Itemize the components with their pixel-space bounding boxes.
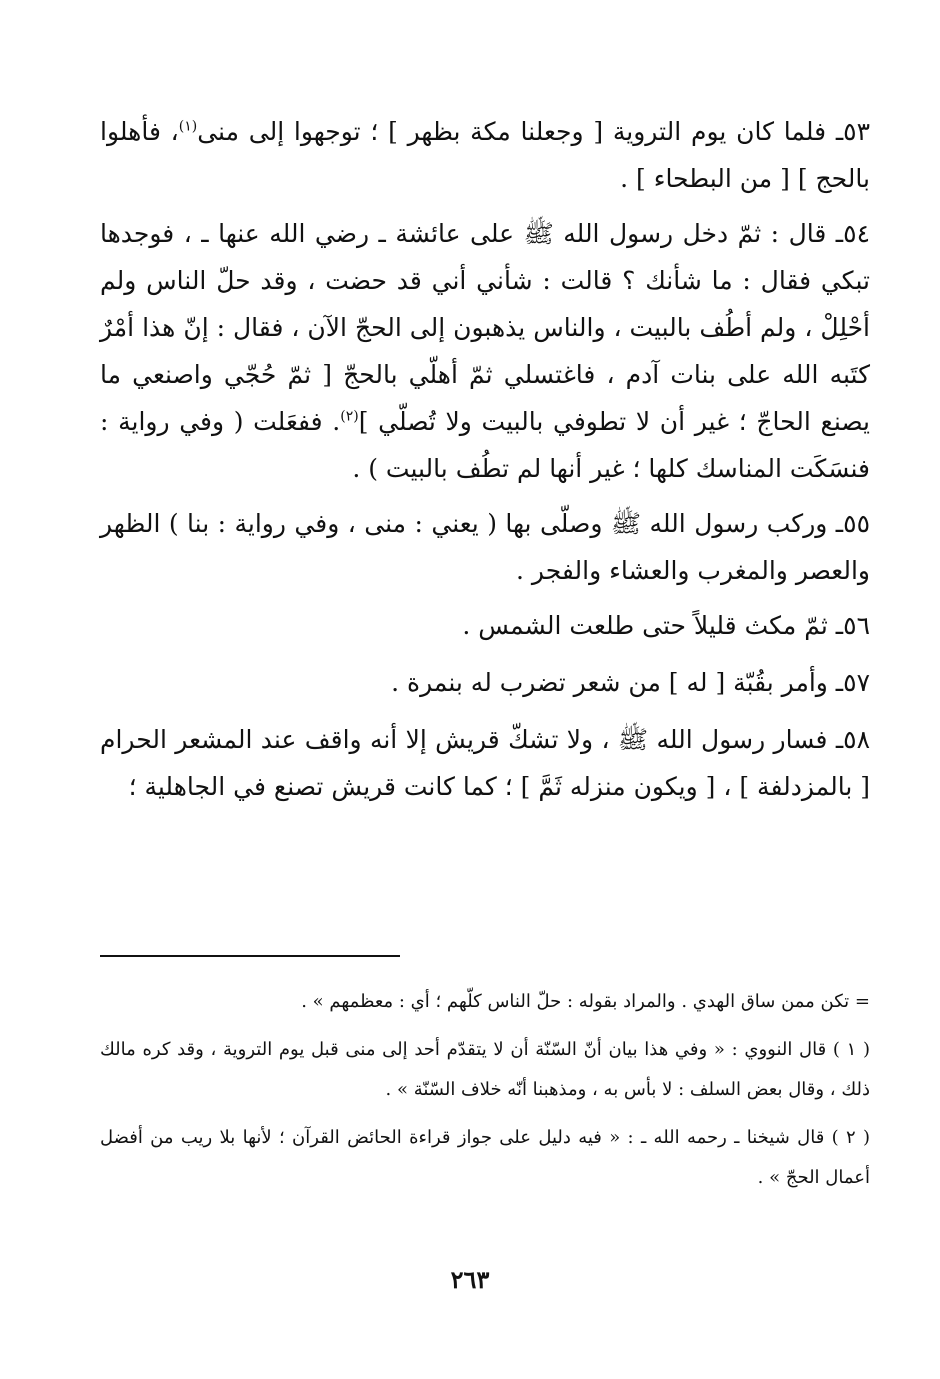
paragraph-text: ٥٣ـ فلما كان يوم التروية [ وجعلنا مكة بظهر ] ؛ توجهوا إلى منى (197, 117, 870, 146)
paragraph-text: . ففعَلت ( وفي رواية : فنسَكَت المناسك كلها ؛ غير أنها لم تطُف بالبيت ) . (100, 407, 870, 483)
footnotes (100, 982, 870, 1206)
paragraph-57: ٥٧ـ وأمر بقُبّة [ له ] من شعر تضرب له بنمرة . (391, 668, 870, 697)
paragraph-text: ، فأهلوا بالحج ] [ من البطحاء ] . (100, 117, 870, 193)
paragraph-56: ٥٦ـ ثمّ مكث قليلاً حتى طلعت الشمس . (462, 611, 870, 640)
footnote-ref-1: (١) (178, 118, 198, 135)
paragraph-54 (100, 210, 870, 492)
footnote-continuation: = تكن ممن ساق الهدي . والمراد بقوله : حلّ الناس كلّهم ؛ أي : معظمهم » . (301, 991, 870, 1012)
paragraph-53 (100, 108, 870, 202)
footnote-ref-2: (٢) (340, 408, 359, 425)
paragraph-58: ٥٨ـ فسار رسول الله ﷺ ، ولا تشكّ قريش إلا أنه واقف عند المشعر الحرام [ بالمزدلفة ] ، [ ويكون منزله ثَمَّ ] ؛ كما كانت قريش تصنع في الجاهلية ؛ (100, 725, 870, 801)
footnote-2: ( ٢ ) قال شيخنا ـ رحمه الله ـ : « فيه دليل على جواز قراءة الحائض القرآن ؛ لأنها بلا ريب من أفضل أعمال الحجّ » . (100, 1127, 871, 1188)
footnote-1: ( ١ ) قال النووي : « وفي هذا بيان أنّ السّنّة أن لا يتقدّم أحد إلى منى قبل يوم التروية ، وقد كره مالك ذلك ، وقال بعض السلف : لا بأس به ، ومذهبنا أنّه خلاف السّنّة » . (100, 1039, 870, 1100)
paragraph-55: ٥٥ـ وركب رسول الله ﷺ وصلّى بها ( يعني : منى ، وفي رواية : بنا ) الظهر والعصر والمغرب والعشاء والفجر . (100, 509, 870, 585)
paragraph-text: ٥٤ـ قال : ثمّ دخل رسول الله ﷺ على عائشة ـ رضي الله عنها ـ ، فوجدها تبكي فقال : ما شأنك ؟ قالت : شأني أني قد حضت ، وقد حلّ الناس ولم أحْلِلْ ، ولم أطُف بالبيت ، والناس يذهبون إلى الحجّ الآن ، فقال : إنّ هذا أمْرٌ كتَبه الله على بنات آدم ، فاغتسلي ثمّ أهلّي بالحجّ [ ثمّ حُجّي واصنعي ما يصنع الحاجّ ؛ غير أن لا تطوفي بالبيت ولا تُصلّي ] (100, 219, 871, 436)
main-text (100, 108, 870, 818)
footnote-divider (100, 955, 400, 957)
page-number: ٢٦٣ (450, 1265, 490, 1294)
